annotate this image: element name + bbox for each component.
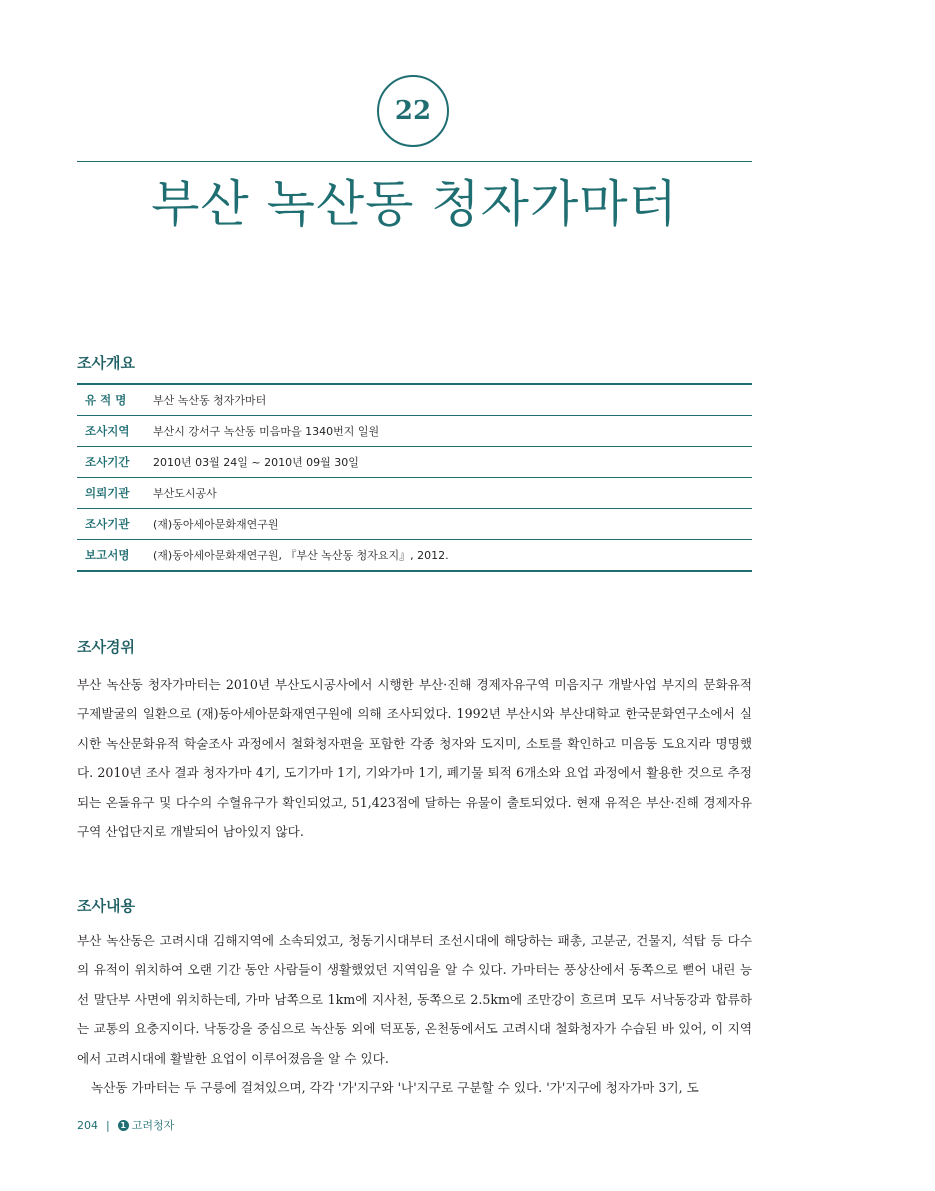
page-footer [77, 1117, 174, 1133]
table-row [77, 385, 752, 416]
row-value: 부산 녹산동 청자가마터 [153, 394, 267, 407]
chapter-number-icon: 1 [118, 1120, 129, 1131]
chapter-number-badge [377, 75, 449, 147]
footer-separator: | [106, 1118, 110, 1132]
background-paragraph: 부산 녹산동 청자가마터는 2010년 부산도시공사에서 시행한 부산·진해 경제자유구역 미음지구 개발사업 부지의 문화유적 구제발굴의 일환으로 (재)동아세아문화재연구원에 의해 조사되었다. 1992년 부산시와 부산대학교 한국문화연구소에서 실시한 녹산문화유적 학술조사 과정에서 철화청자편을 포함한 각종 청자와 도지미, 소토를 확인하고 미음동 도요지라 명명했다. 2010년 조사 결과 청자가마 4기, 도기가마 1기, 기와가마 1기, 폐기물 퇴적 6개소와 요업 과정에서 활용한 것으로 추정되는 온돌유구 및 다수의 수혈유구가 확인되었고, 51,423점에 달하는 유물이 출토되었다. 현재 유적은 부산·진해 경제자유구역 산업단지로 개발되어 남아있지 않다. [77, 677, 752, 840]
row-value: (재)동아세아문화재연구원 [153, 518, 279, 531]
row-label: 유 적 명 [85, 393, 127, 407]
row-label: 보고서명 [85, 548, 130, 562]
row-label: 조사기간 [85, 455, 130, 469]
background-heading: 조사경위 [77, 638, 135, 656]
row-value: 부산도시공사 [153, 487, 217, 500]
row-label: 조사기관 [85, 517, 130, 531]
row-value: 부산시 강서구 녹산동 미음마을 1340번지 일원 [153, 425, 380, 438]
row-label: 조사지역 [85, 424, 130, 438]
content-paragraph-2: 녹산동 가마터는 두 구릉에 걸쳐있으며, 각각 '가'지구와 '나'지구로 구분할 수 있다. '가'지구에 청자가마 3기, 도 [91, 1080, 699, 1096]
page-number: 204 [77, 1118, 98, 1132]
footer-chapter-name: 고려청자 [131, 1119, 175, 1132]
table-row [77, 509, 752, 540]
chapter-number: 22 [394, 96, 432, 126]
row-value: (재)동아세아문화재연구원, 『부산 녹산동 청자요지』, 2012. [153, 549, 449, 562]
table-row [77, 478, 752, 509]
overview-table [77, 383, 752, 572]
table-row [77, 540, 752, 570]
content-heading: 조사내용 [77, 897, 135, 915]
overview-heading: 조사개요 [77, 354, 135, 372]
content-paragraph-1: 부산 녹산동은 고려시대 김해지역에 소속되었고, 청동기시대부터 조선시대에 해당하는 패총, 고분군, 건물지, 석탑 등 다수의 유적이 위치하여 오랜 기간 동안 사람들이 생활했었던 지역임을 알 수 있다. 가마터는 풍상산에서 동쪽으로 뻗어 내린 능선 말단부 사면에 위치하는데, 가마 남쪽으로 1km에 지사천, 동쪽으로 2.5km에 조만강이 흐르며 모두 서낙동강과 합류하는 교통의 요충지이다. 낙동강을 중심으로 녹산동 외에 덕포동, 온천동에서도 고려시대 철화청자가 수습된 바 있어, 이 지역에서 고려시대에 활발한 요업이 이루어졌음을 알 수 있다. [77, 933, 752, 1066]
content-body [77, 926, 752, 1102]
table-row [77, 447, 752, 478]
background-body [77, 670, 752, 846]
row-value: 2010년 03월 24일 ~ 2010년 09월 30일 [153, 456, 359, 469]
table-row [77, 416, 752, 447]
row-label: 의뢰기관 [85, 486, 130, 500]
title-rule [77, 161, 752, 162]
page-title: 부산 녹산동 청자가마터 [151, 175, 678, 233]
